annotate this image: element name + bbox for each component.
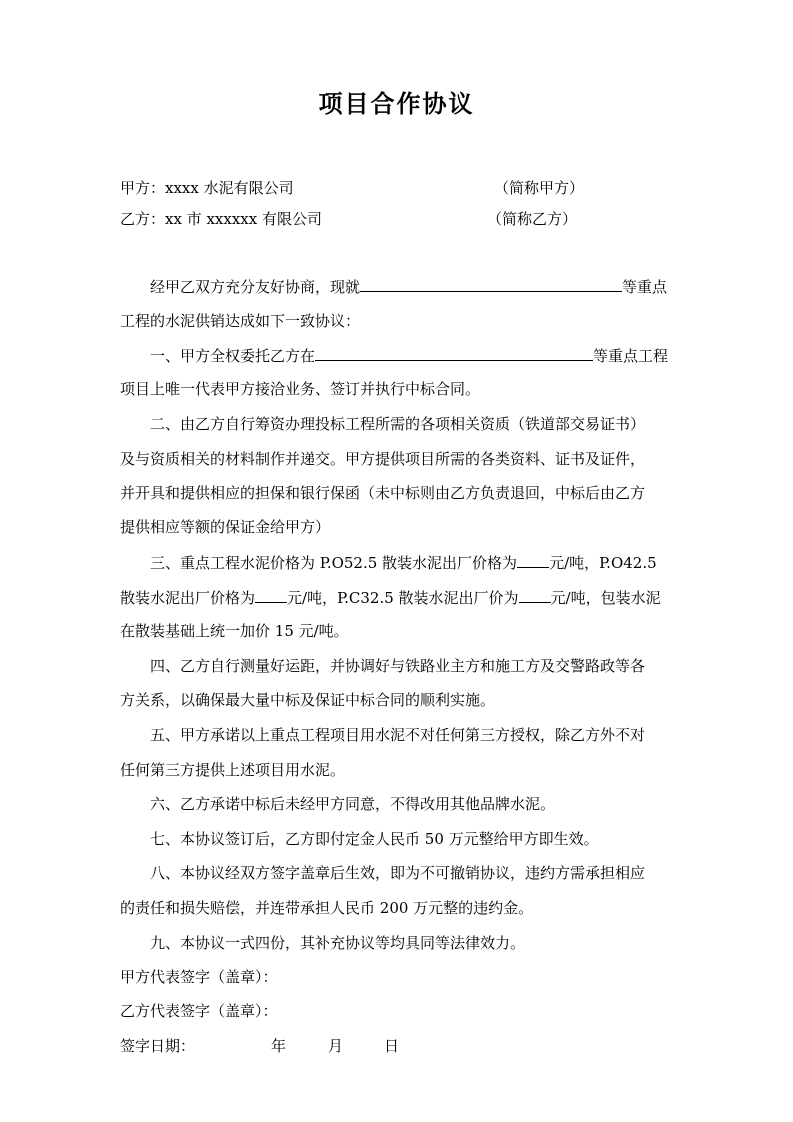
clause-3-text-a: 三、重点工程水泥价格为 P.O52.5 散装水泥出厂价格为 <box>150 554 518 572</box>
clause-3-text-b: 元/吨，P.O42.5 <box>549 554 657 572</box>
party-a-abbr: （简称甲方） <box>494 179 585 197</box>
document-title: 项目合作协议 <box>318 89 475 118</box>
clause-3-text-d: 元/吨，P.C32.5 散装水泥出厂价为 <box>287 589 519 607</box>
clause-3-line-3: 在散装基础上统一加价 15 元/吨。 <box>120 622 349 640</box>
clause-9: 九、本协议一式四份，其补充协议等均具同等法律效力。 <box>150 934 526 952</box>
clause-5-line-2: 任何第三方提供上述项目用水泥。 <box>120 761 346 779</box>
clause-8-line-2: 的责任和损失赔偿，并连带承担人民币 200 万元整的违约金。 <box>120 899 534 917</box>
clause-4-line-1: 四、乙方自行测量好运距，并协调好与铁路业主方和施工方及交警路政等各 <box>150 657 646 675</box>
clause-5-line-1: 五、甲方承诺以上重点工程项目用水泥不对任何第三方授权，除乙方外不对 <box>150 726 646 744</box>
party-b-name: 乙方：xx 市 xxxxxx 有限公司 <box>120 210 322 228</box>
project-location-blank <box>315 345 593 361</box>
clause-8-line-1: 八、本协议经双方签字盖章后生效，即为不可撤销协议，违约方需承担相应 <box>150 864 646 882</box>
clause-3-line-1 <box>150 552 657 573</box>
party-a-signature-label: 甲方代表签字（盖章）： <box>120 968 278 986</box>
party-a-name: 甲方：xxxx 水泥有限公司 <box>120 179 294 197</box>
project-name-blank <box>360 276 622 292</box>
intro-line-2: 工程的水泥供销达成如下一致协议： <box>120 312 361 330</box>
party-b-signature-label: 乙方代表签字（盖章）： <box>120 1002 278 1020</box>
clause-2-line-1: 二、由乙方自行筹资办理投标工程所需的各项相关资质（铁道部交易证书） <box>150 415 646 433</box>
signing-date-year: 年 <box>271 1037 287 1055</box>
clause-7: 七、本协议签订后，乙方即付定金人民币 50 万元整给甲方即生效。 <box>150 830 599 848</box>
signing-date-label: 签字日期： <box>120 1037 196 1055</box>
price-po425-blank <box>255 587 287 603</box>
intro-line-1 <box>150 276 667 297</box>
clause-2-line-2: 及与资质相关的材料制作并递交。甲方提供项目所需的各类资料、证书及证件， <box>120 450 646 468</box>
clause-1-text-pre: 一、甲方全权委托乙方在 <box>150 347 316 365</box>
signing-date-day: 日 <box>384 1037 400 1055</box>
intro-text-pre: 经甲乙双方充分友好协商，现就 <box>150 278 361 296</box>
party-b-abbr: （简称乙方） <box>487 210 578 228</box>
clause-2-line-4: 提供相应等额的保证金给甲方） <box>120 518 331 536</box>
price-pc325-blank <box>519 587 551 603</box>
clause-3-text-e: 元/吨，包装水泥 <box>550 589 661 607</box>
intro-text-post: 等重点 <box>622 278 668 296</box>
clause-2-line-3: 并开具和提供相应的担保和银行保函（未中标则由乙方负责退回，中标后由乙方 <box>120 484 646 502</box>
clause-1-text-post: 等重点工程 <box>593 347 669 365</box>
clause-6: 六、乙方承诺中标后未经甲方同意，不得改用其他品牌水泥。 <box>150 795 556 813</box>
price-po525-blank <box>517 552 549 568</box>
clause-1-line-1 <box>150 345 668 366</box>
clause-3-line-2 <box>120 587 661 608</box>
clause-1-line-2: 项目上唯一代表甲方接洽业务、签订并执行中标合同。 <box>120 380 481 398</box>
clause-4-line-2: 方关系，以确保最大量中标及保证中标合同的顺利实施。 <box>120 691 496 709</box>
clause-3-text-c: 散装水泥出厂价格为 <box>120 589 256 607</box>
signing-date-month: 月 <box>328 1037 344 1055</box>
